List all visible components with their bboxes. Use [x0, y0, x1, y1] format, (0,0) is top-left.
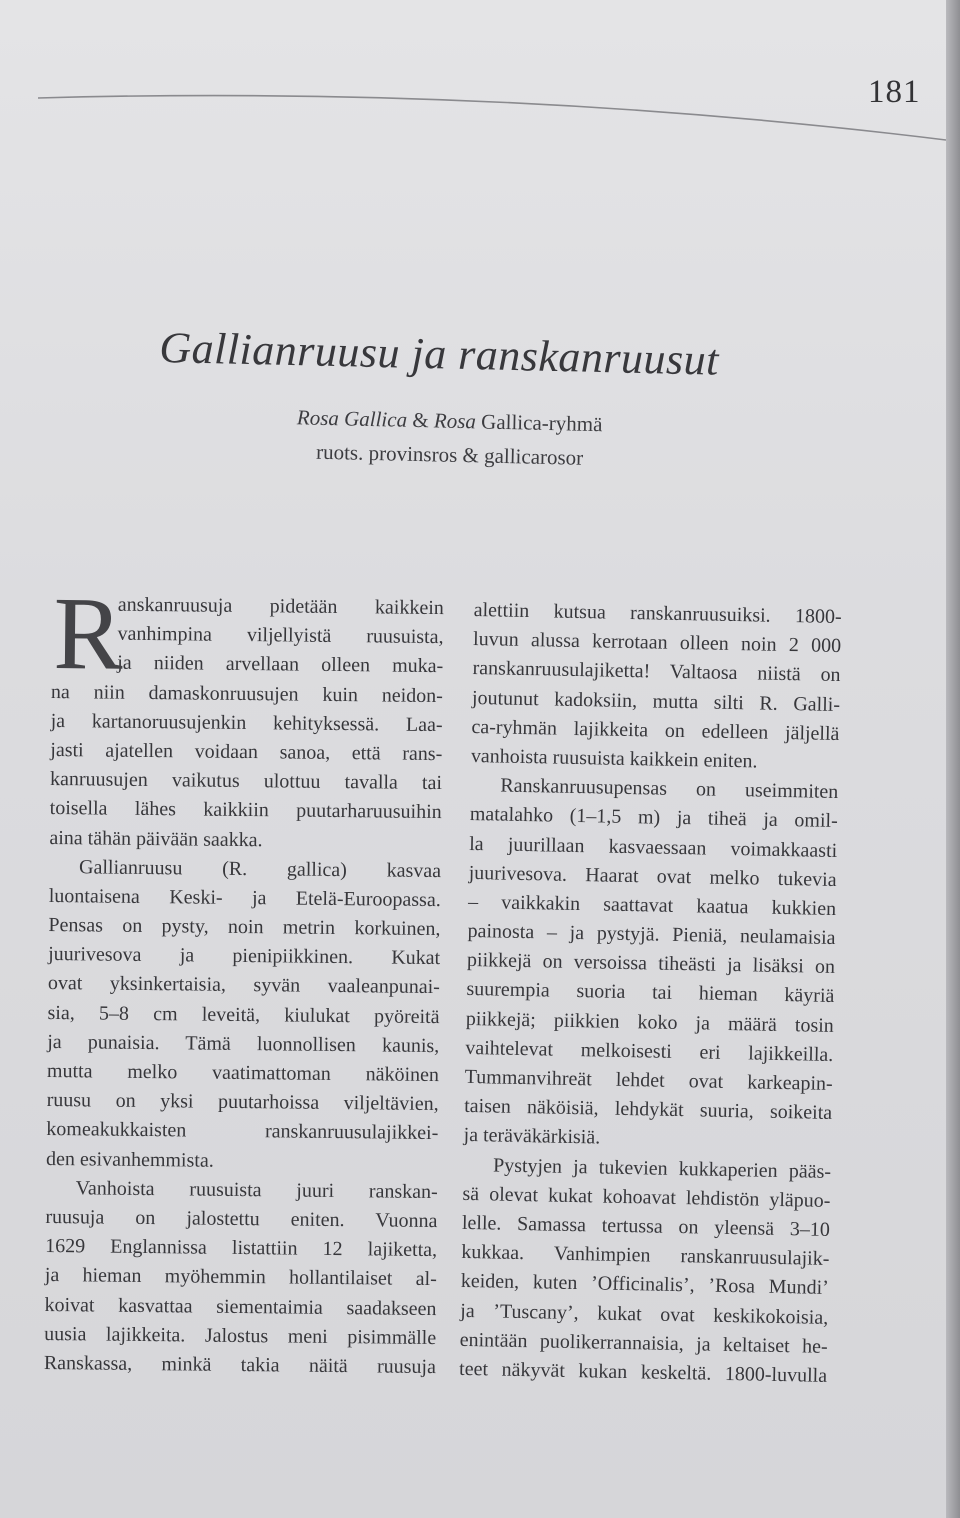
book-spine-edge: [946, 0, 960, 1518]
text-line: vanhoista ruusuista kaikkein eniten.: [470, 744, 758, 773]
text-line: ja teräväkärkisiä.: [463, 1124, 601, 1149]
text-line: piikkejä; piikkien koko ja määrä tosin: [465, 1007, 835, 1037]
subtitle-latin: [239, 404, 659, 439]
text-line: piikkejä on versoissa tiheästi ja lisäksi on: [466, 949, 836, 979]
text-line: ja ’Tuscany’, kukat ovat keskikokoisia,: [460, 1299, 829, 1329]
subtitle-group: Gallica-ryhmä: [475, 409, 603, 437]
left-text-column: [43, 576, 444, 1382]
text-line: Pystyjen ja tukevien kukkaperien pääs-: [492, 1154, 832, 1183]
text-line: matalahko (1–1,5 m) ja tiheä ja omil-: [469, 803, 838, 833]
text-line: – vaikkakin saattavat kaatua kukkien: [467, 890, 837, 920]
text-line: ja kartanoruusujenkin kehityksessä. Laa-: [50, 709, 443, 736]
subtitle-latin-name: Rosa Gallica: [296, 405, 408, 432]
text-line: luvun alussa kerrotaan olleen noin 2 000: [472, 628, 842, 658]
drop-cap: R: [52, 576, 124, 692]
text-line: alettiin kutsua ranskanruusuiksi. 1800-: [473, 598, 842, 629]
text-line: uusia lajikkeita. Jalostus meni pisimmälle: [44, 1322, 437, 1349]
text-line: keiden, kuten ’Officinalis’, ’Rosa Mundi’: [460, 1270, 829, 1300]
text-line: mutta melko vaatimattoman näköinen: [46, 1059, 440, 1087]
text-line: ovat yksinkertaisia, syvän vaaleanpunai-: [47, 972, 440, 999]
text-line: Ranskanruusupensas on useimmiten: [500, 774, 839, 804]
text-line: ja hieman myöhemmin hollantilaiset al-: [44, 1264, 437, 1291]
text-line: den esivanhemmista.: [45, 1147, 214, 1172]
chapter-title: Gallianruusu ja ranskanruusut: [158, 322, 720, 385]
text-line: Tummanvihreät lehdet ovat karkeapin-: [464, 1065, 833, 1095]
text-line: joutunut kadoksiin, mutta silti R. Galli-: [471, 686, 841, 716]
text-line: ranskanruusulajiketta! Valtaosa niistä on: [472, 657, 841, 687]
text-line: anskanruusuja pidetään kaikkein: [117, 593, 444, 620]
text-line: juurivesova. Haarat ovat melko tukevia: [468, 861, 837, 891]
page-number: 181: [868, 74, 921, 110]
text-line: luontaisena Keski- ja Etelä-Euroopassa.: [48, 884, 441, 911]
text-line: 1629 Englannissa listattiin 12 lajiketta,: [45, 1235, 438, 1262]
text-line: ja niiden arvellaan olleen muka-: [117, 652, 444, 678]
text-line: taisen näköisiä, lehdykät suuria, soikeita: [463, 1095, 833, 1125]
text-line: Pensas on pysty, noin metrin korkuinen,: [48, 914, 441, 941]
text-line: komeakukkaisten ranskanruusulajikkei-: [46, 1118, 439, 1145]
right-text-column: [459, 596, 842, 1391]
text-line: juurivesova ja pienipiikkinen. Kukat: [48, 943, 441, 970]
text-line: ja punaisia. Tämä luonnollisen kaunis,: [47, 1030, 440, 1057]
subtitle-latin-genus: Rosa: [433, 408, 477, 434]
text-line: vanhimpina viljellyistä ruusuista,: [117, 622, 444, 649]
text-line: lelle. Samassa tertussa on yleensä 3–10: [461, 1211, 831, 1241]
subtitle-swedish: ruots. provinsros & gallicarosor: [315, 439, 584, 470]
text-line: la juurillaan kasvaessaan voimakkaasti: [469, 832, 838, 862]
text-line: koivat kasvattaa siementaimia saadakseen: [44, 1293, 437, 1320]
text-line: Gallianruusu (R. gallica) kasvaa: [78, 855, 442, 882]
text-line: Vanhoista ruusuista juuri ranskan-: [75, 1177, 438, 1203]
text-line: painosta – ja pystyjä. Pieniä, neulamaisia: [467, 920, 836, 950]
text-line: teet näkyvät kukan keskeltä. 1800-luvulla: [458, 1357, 828, 1387]
text-line: ruusu on yksi puutarhoissa viljeltävien,: [46, 1089, 439, 1116]
text-line: aina tähän päivään saakka.: [49, 826, 263, 851]
text-line: Ranskassa, minkä takia näitä ruusuja: [43, 1351, 437, 1378]
text-line: ca-ryhmän lajikkeita on edelleen jäljellä: [471, 715, 840, 745]
text-line: sia, 5–8 cm leveitä, kiulukat pyöreitä: [47, 1001, 440, 1028]
subtitle-ampersand: &: [406, 407, 435, 433]
text-line: na niin damaskonruusujen kuin neidon-: [50, 680, 444, 707]
text-line: enintään puolikerrannaisia, ja keltaiset he-: [459, 1328, 828, 1358]
text-line: toisella lähes kaikkiin puutarharuusuihin: [49, 797, 442, 824]
text-line: sä olevat kukat kohoavat lehdistön yläpuo-: [462, 1182, 831, 1212]
text-line: jasti ajatellen voidaan sanoa, että rans-: [50, 738, 443, 766]
text-line: vaihtelevat melkoisesti eri lajikkeilla.: [465, 1036, 834, 1066]
text-line: suurempia suoria tai hieman käyriä: [466, 978, 835, 1008]
header-rule: [0, 0, 946, 160]
text-line: kukkaa. Vanhimpien ranskanruusulajik-: [461, 1241, 830, 1271]
drop-cap-paragraph: [51, 576, 444, 692]
text-line: ruusuja on jalostettu eniten. Vuonna: [45, 1205, 438, 1233]
text-line: kanruusujen vaikutus ulottuu tavalla tai: [49, 768, 443, 795]
